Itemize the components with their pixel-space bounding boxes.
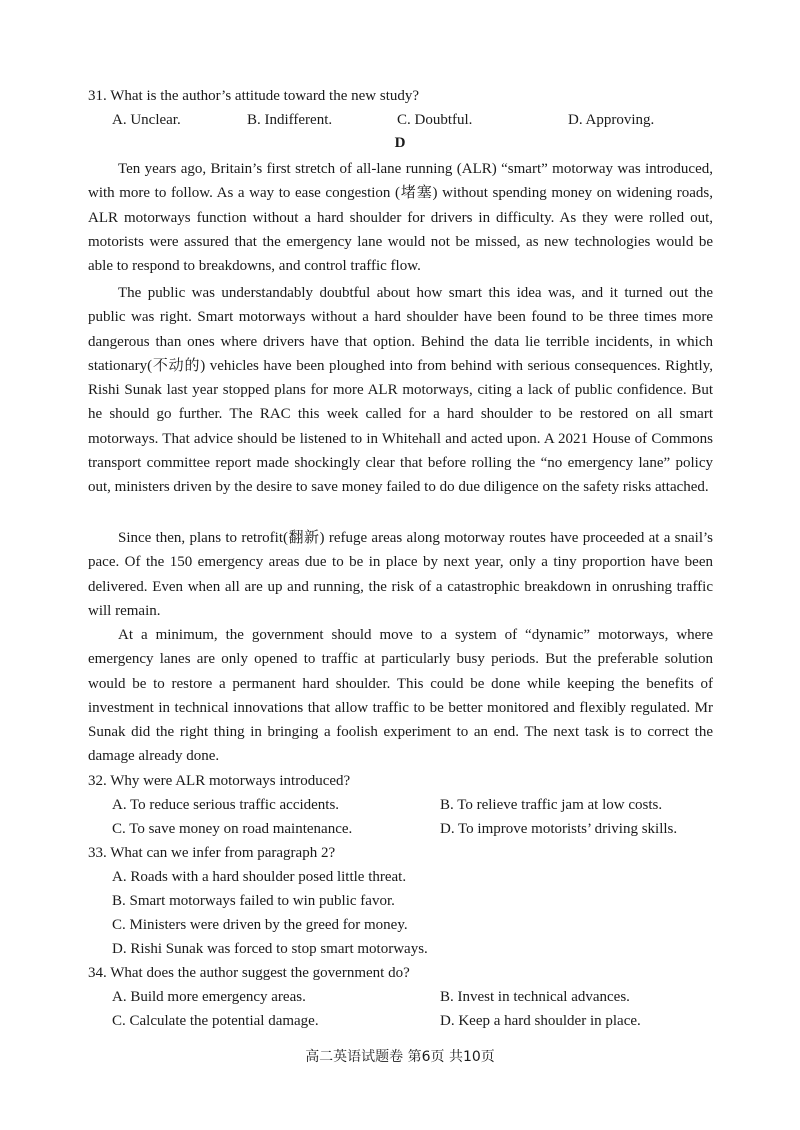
question-34-stem: 34. What does the author suggest the government do? (88, 965, 410, 981)
passage-paragraph-1: Ten years ago, Britain’s first stretch of all-lane running (ALR) “smart” motorway was introduced, with more to follow. As a way to ease congestion (堵塞) without spending money on widening roads, ALR motorways function without a hard shoulder for drivers in difficulty. As they were rolled out, motorists were assured that the emergency lane would not be missed, as new technologies would be able to respond to breakdowns, and control traffic flow. (88, 161, 713, 275)
question-32-stem: 32. Why were ALR motorways introduced? (88, 773, 351, 789)
q34-option-a: A. Build more emergency areas. (112, 989, 306, 1005)
q32-option-b: B. To relieve traffic jam at low costs. (440, 797, 663, 813)
q31-option-d: D. Approving. (568, 112, 655, 128)
passage-paragraph-4: At a minimum, the government should move to a system of “dynamic” motorways, where emergency lanes are only opened to traffic at particularly busy periods. But the preferable solution would be to restore a permanent hard shoulder. This could be done while keeping the benefits of investment in technical innovations that allow traffic to be better monitored and flexibly regulated. Mr Sunak did the right thing in bringing a foolish experiment to an end. The next task is to correct the damage already done. (88, 627, 713, 765)
q33-option-c: C. Ministers were driven by the greed for money. (112, 917, 408, 933)
q34-option-d: D. Keep a hard shoulder in place. (440, 1013, 641, 1029)
q34-option-b: B. Invest in technical advances. (440, 989, 630, 1005)
page-footer: 高二英语试题卷 第6页 共10页 (305, 1049, 495, 1065)
q32-option-d: D. To improve motorists’ driving skills. (440, 821, 678, 837)
q33-option-d: D. Rishi Sunak was forced to stop smart motorways. (112, 941, 428, 957)
passage-paragraph-2: The public was understandably doubtful about how smart this idea was, and it turned out the public was right. Smart motorways without a hard shoulder have been found to be three times more dangerous than ones where drivers have that option. Behind the data lie terrible incidents, in which stationary(不动的) vehicles have been ploughed into from behind with serious consequences. Rightly, Rishi Sunak last year stopped plans for more ALR motorways, citing a lack of public confidence. But he should go further. The RAC this week called for a hard shoulder to be restored on all smart motorways. That advice should be listened to in Whitehall and acted upon. A 2021 House of Commons transport committee report made shockingly clear that before rolling the “no emergency lane” policy out, ministers driven by the desire to save money failed to do due diligence on the safety risks attached. (88, 285, 713, 496)
question-31-stem: 31. What is the author’s attitude toward the new study? (88, 88, 420, 104)
q31-option-a: A. Unclear. (112, 112, 181, 128)
question-33-stem: 33. What can we infer from paragraph 2? (88, 845, 336, 861)
q31-option-b: B. Indifferent. (247, 112, 333, 128)
passage-paragraph-3: Since then, plans to retrofit(翻新) refuge areas along motorway routes have proceeded at a snail’s pace. Of the 150 emergency areas due to be in place by next year, only a tiny proportion have been delivered. Even when all are up and running, the risk of a catastrophic breakdown in onrushing traffic will remain. (88, 530, 713, 619)
q33-option-b: B. Smart motorways failed to win public favor. (112, 893, 395, 909)
q34-option-c: C. Calculate the potential damage. (112, 1013, 319, 1029)
q33-option-a: A. Roads with a hard shoulder posed little threat. (112, 869, 407, 885)
q31-option-c: C. Doubtful. (397, 112, 473, 128)
q32-option-c: C. To save money on road maintenance. (112, 821, 353, 837)
q32-option-a: A. To reduce serious traffic accidents. (112, 797, 340, 813)
section-label: D (394, 135, 406, 151)
